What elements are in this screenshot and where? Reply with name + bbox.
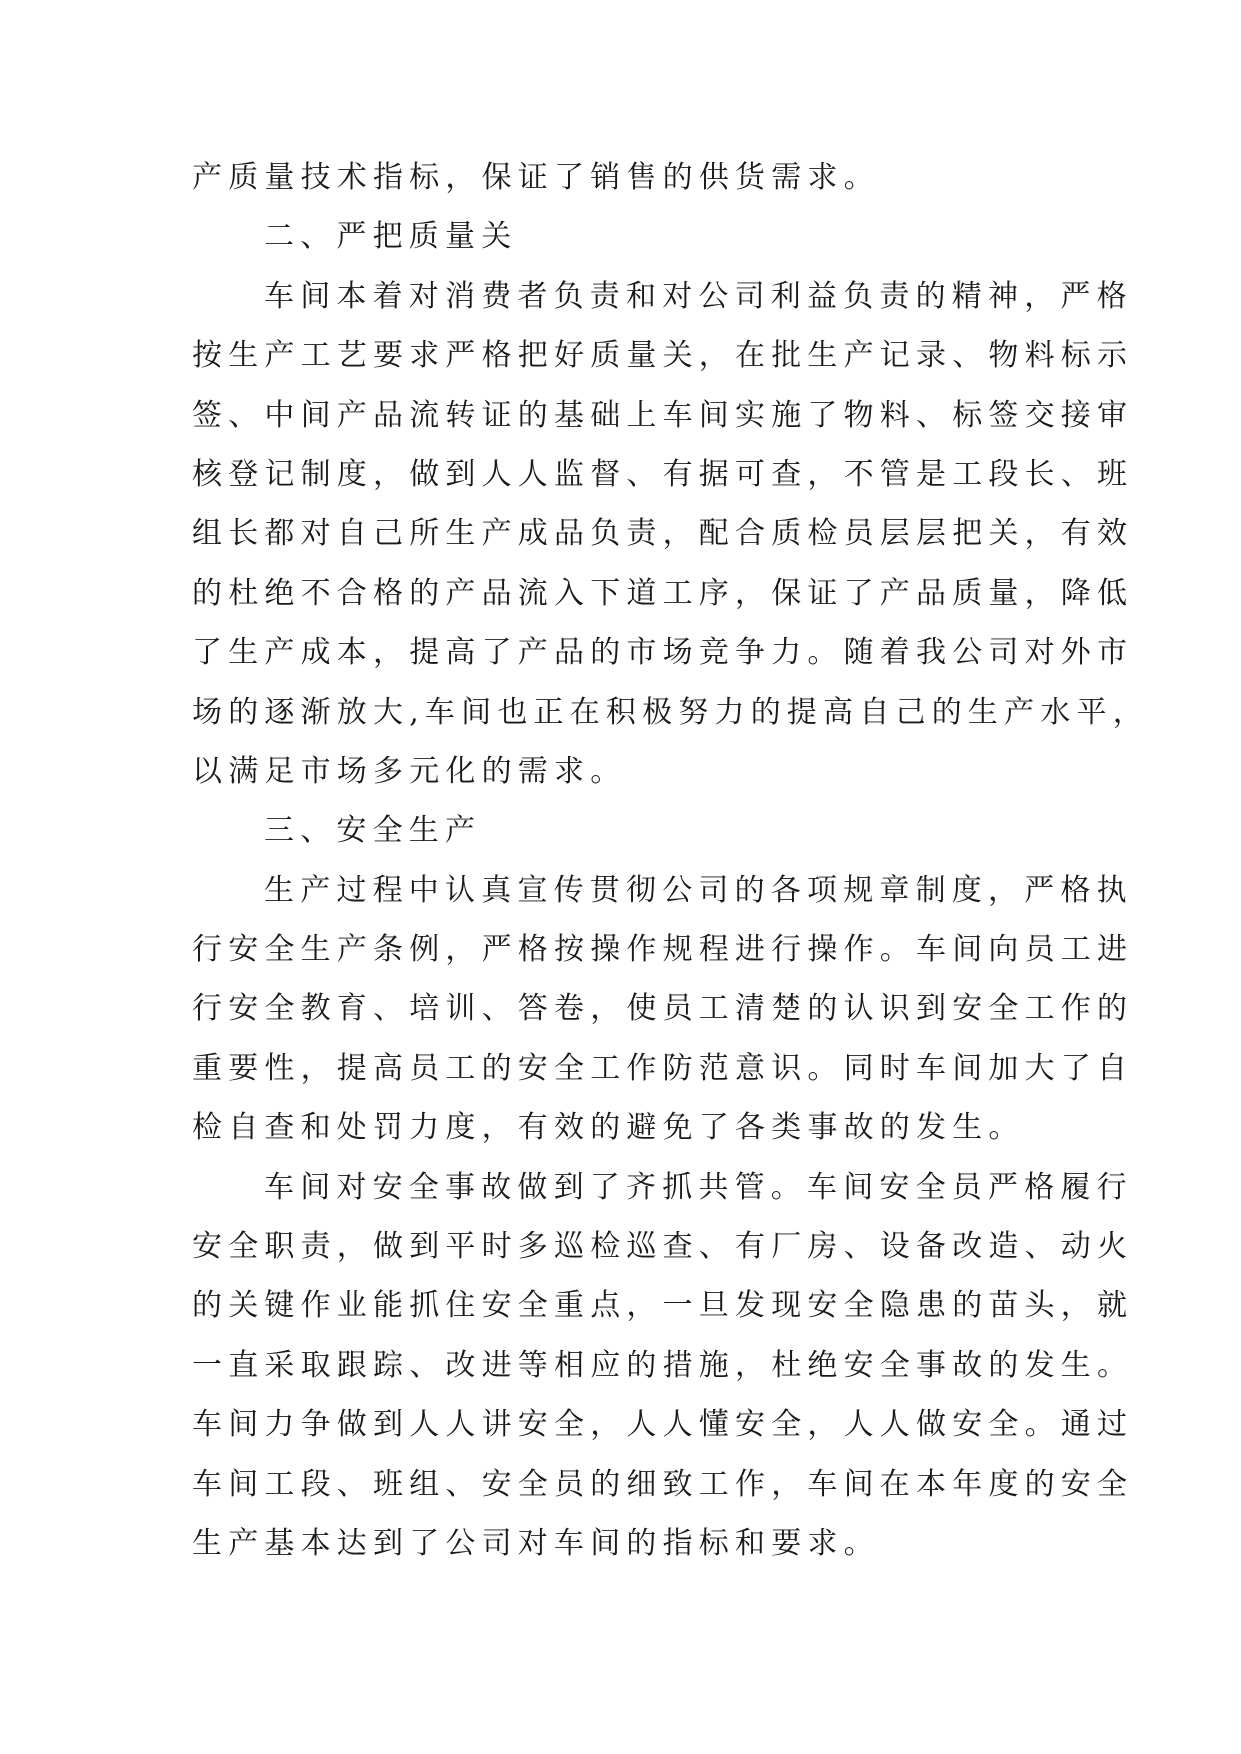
section-heading-quality: 二、严把质量关 [264, 219, 518, 255]
paragraph-line: 重要性，提高员工的安全工作防范意识。同时车间加大了自 [192, 1050, 1134, 1086]
paragraph-line: 车间力争做到人人讲安全，人人懂安全，人人做安全。通过 [192, 1407, 1134, 1443]
paragraph-first-line: 车间对安全事故做到了齐抓共管。车间安全员严格履行 [264, 1169, 1133, 1205]
paragraph-continuation-line: 产质量技术指标，保证了销售的供货需求。 [192, 160, 880, 195]
paragraph-line: 了生产成本，提高了产品的市场竞争力。随着我公司对外市 [192, 635, 1134, 671]
paragraph-line: 核登记制度，做到人人监督、有据可查，不管是工段长、班 [192, 456, 1134, 492]
paragraph-line: 的杜绝不合格的产品流入下道工序，保证了产品质量，降低 [192, 575, 1134, 611]
paragraph-line: 安全职责，做到平时多巡检巡查、有厂房、设备改造、动火 [192, 1229, 1134, 1265]
paragraph-line: 车间工段、班组、安全员的细致工作，车间在本年度的安全 [192, 1466, 1134, 1502]
paragraph-line: 检自查和处罚力度，有效的避免了各类事故的发生。 [192, 1110, 1025, 1146]
paragraph-line: 的关键作业能抓住安全重点，一旦发现安全隐患的苗头，就 [192, 1288, 1134, 1324]
paragraph-line: 组长都对自己所生产成品负责，配合质检员层层把关，有效 [192, 516, 1134, 552]
paragraph-line: 场的逐渐放大,车间也正在积极努力的提高自己的生产水平， [192, 694, 1149, 730]
section-heading-safety: 三、安全生产 [264, 813, 482, 849]
paragraph-first-line: 车间本着对消费者负责和对公司利益负责的精神，严格 [264, 278, 1133, 314]
paragraph-line: 签、中间产品流转证的基础上车间实施了物料、标签交接审 [192, 397, 1134, 433]
paragraph-line: 生产基本达到了公司对车间的指标和要求。 [192, 1525, 880, 1561]
paragraph-line: 行安全生产条例，严格按操作规程进行操作。车间向员工进 [192, 932, 1134, 968]
paragraph-line: 以满足市场多元化的需求。 [192, 753, 627, 789]
paragraph-line: 行安全教育、培训、答卷，使员工清楚的认识到安全工作的 [192, 991, 1134, 1027]
paragraph-line: 按生产工艺要求严格把好质量关，在批生产记录、物料标示 [192, 338, 1134, 374]
paragraph-line: 一直采取跟踪、改进等相应的措施，杜绝安全事故的发生。 [192, 1347, 1134, 1383]
paragraph-first-line: 生产过程中认真宣传贯彻公司的各项规章制度，严格执 [264, 872, 1133, 908]
document-body [192, 148, 1149, 1573]
